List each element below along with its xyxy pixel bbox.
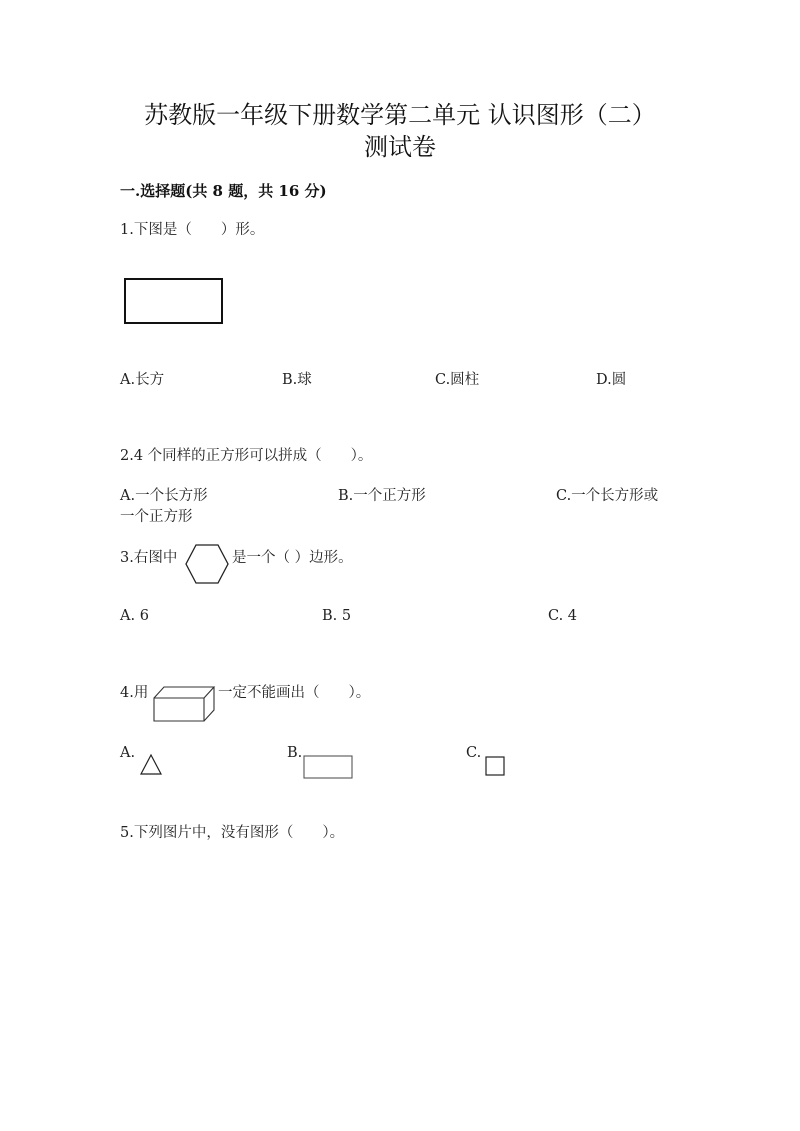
question-1-text: 1.下图是（ ）形。: [120, 222, 265, 238]
question-2-option-a: A.一个长方形: [120, 488, 208, 504]
hexagon-figure: [186, 542, 230, 586]
question-4-option-b: B.: [287, 745, 303, 761]
question-1-option-c: C.圆柱: [435, 372, 480, 388]
question-2-option-c: C.一个长方形或: [556, 488, 659, 504]
square-figure: [485, 756, 507, 778]
question-4-text-after: 一定不能画出（ ）。: [218, 685, 371, 701]
page-title: 苏教版一年级下册数学第二单元 认识图形（二）: [144, 101, 656, 129]
question-3-option-c: C. 4: [548, 608, 578, 624]
question-3-text-after: 是一个（ ）边形。: [232, 550, 353, 566]
question-4-option-c: C.: [466, 745, 482, 761]
question-3-option-a: A. 6: [120, 608, 149, 624]
question-4-option-a: A.: [120, 745, 136, 761]
question-1-option-b: B.球: [282, 372, 312, 388]
question-5-text: 5.下列图片中，没有图形（ ）。: [120, 825, 345, 841]
cuboid-figure: [152, 684, 216, 724]
rectangle-figure: [120, 275, 230, 330]
page-subtitle: 测试卷: [364, 133, 436, 161]
rectangle-option-figure: [303, 755, 355, 781]
section-heading: 一.选择题(共 8 题，共 16 分): [120, 182, 327, 200]
question-1-option-a: A.长方: [120, 372, 165, 388]
triangle-figure: [140, 753, 164, 777]
question-3-text-before: 3.右图中: [120, 550, 178, 566]
question-3-option-b: B. 5: [322, 608, 352, 624]
question-2-text: 2.4 个同样的正方形可以拼成（ ）。: [120, 448, 373, 464]
question-2-option-c-continued: 一个正方形: [120, 509, 193, 525]
question-4-text-before: 4.用: [120, 685, 149, 701]
question-2-option-b: B.一个正方形: [338, 488, 426, 504]
question-1-option-d: D.圆: [596, 372, 627, 388]
